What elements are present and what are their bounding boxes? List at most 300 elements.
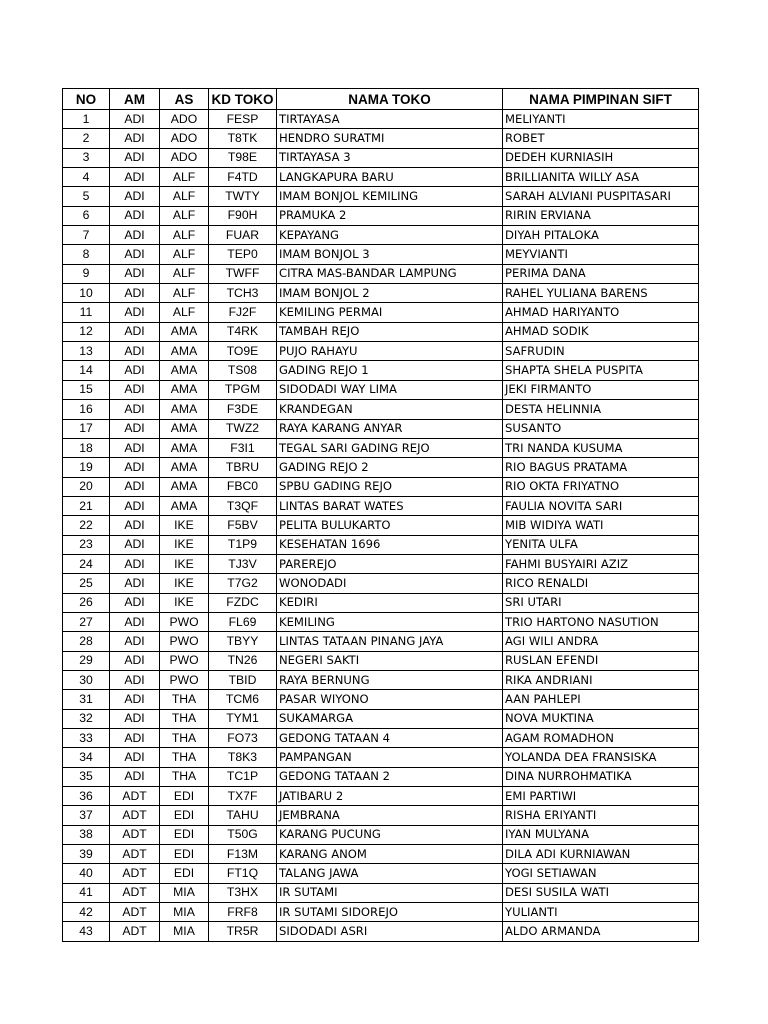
- cell-no[interactable]: 5: [63, 187, 110, 206]
- cell-nama-pimpinan[interactable]: DESTA HELINNIA: [503, 400, 699, 419]
- cell-nama-toko[interactable]: PAMPANGAN: [277, 748, 503, 767]
- cell-am[interactable]: ADT: [110, 787, 160, 806]
- cell-kd-toko[interactable]: F3I1: [209, 438, 277, 457]
- cell-no[interactable]: 41: [63, 883, 110, 902]
- cell-kd-toko[interactable]: TR5R: [209, 922, 277, 941]
- cell-as[interactable]: MIA: [160, 903, 209, 922]
- cell-nama-toko[interactable]: LINTAS TATAAN PINANG JAYA: [277, 632, 503, 651]
- cell-no[interactable]: 10: [63, 284, 110, 303]
- cell-kd-toko[interactable]: FBC0: [209, 477, 277, 496]
- cell-nama-toko[interactable]: TIRTAYASA: [277, 110, 503, 129]
- cell-am[interactable]: ADI: [110, 535, 160, 554]
- table-row: [63, 148, 699, 167]
- cell-no[interactable]: 35: [63, 767, 110, 786]
- cell-as[interactable]: AMA: [160, 438, 209, 457]
- cell-as[interactable]: IKE: [160, 593, 209, 612]
- cell-as[interactable]: THA: [160, 709, 209, 728]
- cell-nama-toko[interactable]: KESEHATAN 1696: [277, 535, 503, 554]
- table-row: [63, 748, 699, 767]
- cell-nama-pimpinan[interactable]: YULIANTI: [503, 903, 699, 922]
- cell-kd-toko[interactable]: F3DE: [209, 400, 277, 419]
- cell-as[interactable]: PWO: [160, 612, 209, 631]
- header-am[interactable]: AM: [110, 89, 160, 110]
- cell-no[interactable]: 26: [63, 593, 110, 612]
- cell-no[interactable]: 39: [63, 845, 110, 864]
- cell-nama-pimpinan[interactable]: FAHMI BUSYAIRI AZIZ: [503, 554, 699, 573]
- cell-no[interactable]: 16: [63, 400, 110, 419]
- cell-nama-pimpinan[interactable]: AHMAD HARIYANTO: [503, 303, 699, 322]
- cell-as[interactable]: AMA: [160, 458, 209, 477]
- cell-kd-toko[interactable]: T8TK: [209, 129, 277, 148]
- table-row: [63, 438, 699, 457]
- cell-no[interactable]: 37: [63, 806, 110, 825]
- table-row: [63, 612, 699, 631]
- table-body: [63, 110, 699, 942]
- cell-nama-toko[interactable]: KEDIRI: [277, 593, 503, 612]
- cell-no[interactable]: 28: [63, 632, 110, 651]
- cell-nama-pimpinan[interactable]: RUSLAN EFENDI: [503, 651, 699, 670]
- cell-nama-toko[interactable]: KEMILING: [277, 612, 503, 631]
- cell-nama-toko[interactable]: SPBU GADING REJO: [277, 477, 503, 496]
- header-no[interactable]: NO: [63, 89, 110, 110]
- cell-am[interactable]: ADI: [110, 767, 160, 786]
- cell-am[interactable]: ADI: [110, 264, 160, 283]
- cell-nama-pimpinan[interactable]: NOVA MUKTINA: [503, 709, 699, 728]
- cell-no[interactable]: 42: [63, 903, 110, 922]
- table-row: [63, 922, 699, 941]
- cell-no[interactable]: 30: [63, 670, 110, 689]
- cell-no[interactable]: 23: [63, 535, 110, 554]
- cell-nama-pimpinan[interactable]: MIB WIDIYA WATI: [503, 516, 699, 535]
- cell-kd-toko[interactable]: TWFF: [209, 264, 277, 283]
- cell-as[interactable]: IKE: [160, 554, 209, 573]
- cell-am[interactable]: ADI: [110, 419, 160, 438]
- table-row: [63, 825, 699, 844]
- cell-kd-toko[interactable]: F90H: [209, 206, 277, 225]
- cell-nama-toko[interactable]: IR SUTAMI SIDOREJO: [277, 903, 503, 922]
- cell-nama-pimpinan[interactable]: DIYAH PITALOKA: [503, 226, 699, 245]
- cell-nama-pimpinan[interactable]: TRI NANDA KUSUMA: [503, 438, 699, 457]
- cell-no[interactable]: 12: [63, 322, 110, 341]
- cell-as[interactable]: MIA: [160, 922, 209, 941]
- cell-kd-toko[interactable]: T3QF: [209, 496, 277, 515]
- table-row: [63, 554, 699, 573]
- cell-kd-toko[interactable]: TBYY: [209, 632, 277, 651]
- table-row: [63, 226, 699, 245]
- cell-as[interactable]: PWO: [160, 651, 209, 670]
- cell-no[interactable]: 20: [63, 477, 110, 496]
- cell-kd-toko[interactable]: TWZ2: [209, 419, 277, 438]
- cell-as[interactable]: THA: [160, 729, 209, 748]
- cell-nama-toko[interactable]: NEGERI SAKTI: [277, 651, 503, 670]
- cell-nama-pimpinan[interactable]: DESI SUSILA WATI: [503, 883, 699, 902]
- cell-nama-toko[interactable]: PELITA BULUKARTO: [277, 516, 503, 535]
- cell-nama-pimpinan[interactable]: YOLANDA DEA FRANSISKA: [503, 748, 699, 767]
- cell-nama-pimpinan[interactable]: YENITA ULFA: [503, 535, 699, 554]
- cell-nama-pimpinan[interactable]: SARAH ALVIANI PUSPITASARI: [503, 187, 699, 206]
- cell-nama-toko[interactable]: KEPAYANG: [277, 226, 503, 245]
- cell-as[interactable]: AMA: [160, 342, 209, 361]
- cell-as[interactable]: MIA: [160, 883, 209, 902]
- cell-kd-toko[interactable]: F5BV: [209, 516, 277, 535]
- cell-as[interactable]: ADO: [160, 129, 209, 148]
- table-row: [63, 245, 699, 264]
- cell-no[interactable]: 34: [63, 748, 110, 767]
- cell-kd-toko[interactable]: FZDC: [209, 593, 277, 612]
- cell-nama-toko[interactable]: TIRTAYASA 3: [277, 148, 503, 167]
- cell-am[interactable]: ADI: [110, 110, 160, 129]
- cell-no[interactable]: 31: [63, 690, 110, 709]
- cell-kd-toko[interactable]: T50G: [209, 825, 277, 844]
- cell-nama-toko[interactable]: WONODADI: [277, 574, 503, 593]
- cell-nama-pimpinan[interactable]: SAFRUDIN: [503, 342, 699, 361]
- cell-no[interactable]: 4: [63, 168, 110, 187]
- cell-no[interactable]: 32: [63, 709, 110, 728]
- cell-no[interactable]: 36: [63, 787, 110, 806]
- cell-no[interactable]: 38: [63, 825, 110, 844]
- cell-no[interactable]: 40: [63, 864, 110, 883]
- cell-am[interactable]: ADI: [110, 206, 160, 225]
- cell-nama-toko[interactable]: TAMBAH REJO: [277, 322, 503, 341]
- cell-nama-toko[interactable]: PASAR WIYONO: [277, 690, 503, 709]
- cell-nama-pimpinan[interactable]: AHMAD SODIK: [503, 322, 699, 341]
- cell-no[interactable]: 24: [63, 554, 110, 573]
- table-row: [63, 787, 699, 806]
- cell-nama-toko[interactable]: LINTAS BARAT WATES: [277, 496, 503, 515]
- table-row: [63, 400, 699, 419]
- cell-as[interactable]: AMA: [160, 419, 209, 438]
- cell-no[interactable]: 15: [63, 380, 110, 399]
- cell-no[interactable]: 19: [63, 458, 110, 477]
- header-nama-pimpinan-sift[interactable]: NAMA PIMPINAN SIFT: [503, 89, 699, 110]
- cell-kd-toko[interactable]: TO9E: [209, 342, 277, 361]
- cell-am[interactable]: ADI: [110, 670, 160, 689]
- cell-kd-toko[interactable]: TS08: [209, 361, 277, 380]
- cell-am[interactable]: ADI: [110, 129, 160, 148]
- cell-as[interactable]: EDI: [160, 806, 209, 825]
- cell-kd-toko[interactable]: TN26: [209, 651, 277, 670]
- cell-nama-pimpinan[interactable]: RICO RENALDI: [503, 574, 699, 593]
- header-row: [63, 89, 699, 110]
- cell-nama-pimpinan[interactable]: MELIYANTI: [503, 110, 699, 129]
- cell-kd-toko[interactable]: F13M: [209, 845, 277, 864]
- cell-nama-toko[interactable]: GADING REJO 2: [277, 458, 503, 477]
- cell-am[interactable]: ADI: [110, 709, 160, 728]
- cell-nama-pimpinan[interactable]: SUSANTO: [503, 419, 699, 438]
- cell-nama-toko[interactable]: TEGAL SARI GADING REJO: [277, 438, 503, 457]
- cell-nama-pimpinan[interactable]: MEYVIANTI: [503, 245, 699, 264]
- cell-am[interactable]: ADT: [110, 825, 160, 844]
- cell-as[interactable]: ADO: [160, 110, 209, 129]
- cell-as[interactable]: ALF: [160, 168, 209, 187]
- cell-nama-toko[interactable]: JATIBARU 2: [277, 787, 503, 806]
- table-row: [63, 168, 699, 187]
- cell-nama-pimpinan[interactable]: RISHA ERIYANTI: [503, 806, 699, 825]
- cell-nama-pimpinan[interactable]: DILA ADI KURNIAWAN: [503, 845, 699, 864]
- cell-am[interactable]: ADT: [110, 883, 160, 902]
- cell-am[interactable]: ADI: [110, 516, 160, 535]
- cell-nama-toko[interactable]: LANGKAPURA BARU: [277, 168, 503, 187]
- cell-am[interactable]: ADI: [110, 322, 160, 341]
- cell-am[interactable]: ADT: [110, 845, 160, 864]
- store-table: [62, 88, 699, 942]
- cell-nama-toko[interactable]: HENDRO SURATMI: [277, 129, 503, 148]
- cell-nama-pimpinan[interactable]: SRI UTARI: [503, 593, 699, 612]
- cell-no[interactable]: 8: [63, 245, 110, 264]
- table-row: [63, 496, 699, 515]
- cell-nama-pimpinan[interactable]: DEDEH KURNIASIH: [503, 148, 699, 167]
- table-row: [63, 806, 699, 825]
- cell-kd-toko[interactable]: TCH3: [209, 284, 277, 303]
- cell-nama-toko[interactable]: KRANDEGAN: [277, 400, 503, 419]
- cell-nama-toko[interactable]: IMAM BONJOL 2: [277, 284, 503, 303]
- table-row: [63, 129, 699, 148]
- cell-nama-pimpinan[interactable]: ROBET: [503, 129, 699, 148]
- cell-as[interactable]: ALF: [160, 187, 209, 206]
- cell-kd-toko[interactable]: TBRU: [209, 458, 277, 477]
- cell-kd-toko[interactable]: FT1Q: [209, 864, 277, 883]
- cell-am[interactable]: ADI: [110, 284, 160, 303]
- table-row: [63, 845, 699, 864]
- cell-nama-toko[interactable]: TALANG JAWA: [277, 864, 503, 883]
- cell-kd-toko[interactable]: T7G2: [209, 574, 277, 593]
- cell-kd-toko[interactable]: TWTY: [209, 187, 277, 206]
- table-row: [63, 303, 699, 322]
- cell-kd-toko[interactable]: FUAR: [209, 226, 277, 245]
- cell-nama-toko[interactable]: GEDONG TATAAN 4: [277, 729, 503, 748]
- cell-no[interactable]: 43: [63, 922, 110, 941]
- cell-kd-toko[interactable]: FRF8: [209, 903, 277, 922]
- table-row: [63, 632, 699, 651]
- cell-no[interactable]: 25: [63, 574, 110, 593]
- cell-nama-pimpinan[interactable]: JEKI FIRMANTO: [503, 380, 699, 399]
- cell-as[interactable]: ALF: [160, 284, 209, 303]
- cell-am[interactable]: ADT: [110, 922, 160, 941]
- cell-as[interactable]: EDI: [160, 787, 209, 806]
- cell-nama-toko[interactable]: PRAMUKA 2: [277, 206, 503, 225]
- cell-am[interactable]: ADI: [110, 574, 160, 593]
- cell-as[interactable]: ALF: [160, 206, 209, 225]
- cell-kd-toko[interactable]: T1P9: [209, 535, 277, 554]
- cell-no[interactable]: 9: [63, 264, 110, 283]
- cell-as[interactable]: ADO: [160, 148, 209, 167]
- cell-nama-toko[interactable]: SUKAMARGA: [277, 709, 503, 728]
- cell-kd-toko[interactable]: F4TD: [209, 168, 277, 187]
- cell-kd-toko[interactable]: T3HX: [209, 883, 277, 902]
- cell-am[interactable]: ADI: [110, 226, 160, 245]
- cell-no[interactable]: 27: [63, 612, 110, 631]
- cell-am[interactable]: ADI: [110, 593, 160, 612]
- cell-as[interactable]: THA: [160, 748, 209, 767]
- cell-nama-pimpinan[interactable]: SHAPTA SHELA PUSPITA: [503, 361, 699, 380]
- cell-nama-pimpinan[interactable]: RIRIN ERVIANA: [503, 206, 699, 225]
- cell-am[interactable]: ADI: [110, 303, 160, 322]
- table-row: [63, 903, 699, 922]
- cell-no[interactable]: 1: [63, 110, 110, 129]
- cell-kd-toko[interactable]: FO73: [209, 729, 277, 748]
- cell-am[interactable]: ADI: [110, 438, 160, 457]
- cell-nama-pimpinan[interactable]: RIKA ANDRIANI: [503, 670, 699, 689]
- cell-nama-toko[interactable]: SIDODADI WAY LIMA: [277, 380, 503, 399]
- cell-am[interactable]: ADT: [110, 864, 160, 883]
- spreadsheet-sheet: [62, 88, 699, 942]
- cell-as[interactable]: AMA: [160, 496, 209, 515]
- cell-kd-toko[interactable]: TAHU: [209, 806, 277, 825]
- cell-as[interactable]: AMA: [160, 380, 209, 399]
- cell-as[interactable]: AMA: [160, 477, 209, 496]
- cell-nama-pimpinan[interactable]: AAN PAHLEPI: [503, 690, 699, 709]
- cell-nama-toko[interactable]: PAREREJO: [277, 554, 503, 573]
- cell-nama-pimpinan[interactable]: RAHEL YULIANA BARENS: [503, 284, 699, 303]
- cell-kd-toko[interactable]: TBID: [209, 670, 277, 689]
- table-row: [63, 458, 699, 477]
- cell-nama-toko[interactable]: KARANG ANOM: [277, 845, 503, 864]
- table-row: [63, 322, 699, 341]
- cell-am[interactable]: ADI: [110, 187, 160, 206]
- cell-no[interactable]: 18: [63, 438, 110, 457]
- cell-am[interactable]: ADI: [110, 690, 160, 709]
- cell-nama-toko[interactable]: SIDODADI ASRI: [277, 922, 503, 941]
- cell-nama-pimpinan[interactable]: AGI WILI ANDRA: [503, 632, 699, 651]
- cell-no[interactable]: 29: [63, 651, 110, 670]
- cell-nama-toko[interactable]: IR SUTAMI: [277, 883, 503, 902]
- cell-nama-pimpinan[interactable]: PERIMA DANA: [503, 264, 699, 283]
- cell-no[interactable]: 13: [63, 342, 110, 361]
- table-row: [63, 361, 699, 380]
- cell-no[interactable]: 33: [63, 729, 110, 748]
- cell-no[interactable]: 14: [63, 361, 110, 380]
- cell-nama-pimpinan[interactable]: BRILLIANITA WILLY ASA: [503, 168, 699, 187]
- cell-am[interactable]: ADI: [110, 342, 160, 361]
- cell-as[interactable]: THA: [160, 767, 209, 786]
- cell-as[interactable]: IKE: [160, 516, 209, 535]
- cell-as[interactable]: IKE: [160, 574, 209, 593]
- header-kd-toko[interactable]: KD TOKO: [209, 89, 277, 110]
- cell-no[interactable]: 2: [63, 129, 110, 148]
- cell-nama-toko[interactable]: RAYA BERNUNG: [277, 670, 503, 689]
- table-row: [63, 883, 699, 902]
- cell-kd-toko[interactable]: TEP0: [209, 245, 277, 264]
- cell-no[interactable]: 3: [63, 148, 110, 167]
- cell-kd-toko[interactable]: T8K3: [209, 748, 277, 767]
- cell-am[interactable]: ADI: [110, 245, 160, 264]
- cell-am[interactable]: ADT: [110, 806, 160, 825]
- cell-am[interactable]: ADI: [110, 496, 160, 515]
- cell-am[interactable]: ADI: [110, 380, 160, 399]
- cell-am[interactable]: ADI: [110, 651, 160, 670]
- cell-no[interactable]: 17: [63, 419, 110, 438]
- cell-nama-toko[interactable]: IMAM BONJOL KEMILING: [277, 187, 503, 206]
- cell-am[interactable]: ADI: [110, 477, 160, 496]
- cell-as[interactable]: THA: [160, 690, 209, 709]
- table-row: [63, 110, 699, 129]
- table-row: [63, 206, 699, 225]
- cell-no[interactable]: 6: [63, 206, 110, 225]
- cell-as[interactable]: AMA: [160, 322, 209, 341]
- cell-nama-pimpinan[interactable]: AGAM ROMADHON: [503, 729, 699, 748]
- cell-nama-pimpinan[interactable]: DINA NURROHMATIKA: [503, 767, 699, 786]
- table-row: [63, 651, 699, 670]
- cell-as[interactable]: EDI: [160, 825, 209, 844]
- cell-kd-toko[interactable]: FJ2F: [209, 303, 277, 322]
- cell-as[interactable]: EDI: [160, 845, 209, 864]
- cell-kd-toko[interactable]: FL69: [209, 612, 277, 631]
- cell-as[interactable]: PWO: [160, 632, 209, 651]
- cell-am[interactable]: ADI: [110, 632, 160, 651]
- cell-am[interactable]: ADI: [110, 748, 160, 767]
- cell-no[interactable]: 11: [63, 303, 110, 322]
- table-row: [63, 187, 699, 206]
- cell-am[interactable]: ADI: [110, 400, 160, 419]
- cell-nama-toko[interactable]: GADING REJO 1: [277, 361, 503, 380]
- cell-kd-toko[interactable]: T98E: [209, 148, 277, 167]
- cell-as[interactable]: ALF: [160, 226, 209, 245]
- cell-no[interactable]: 22: [63, 516, 110, 535]
- cell-as[interactable]: AMA: [160, 361, 209, 380]
- table-row: [63, 670, 699, 689]
- cell-no[interactable]: 21: [63, 496, 110, 515]
- cell-kd-toko[interactable]: TCM6: [209, 690, 277, 709]
- cell-kd-toko[interactable]: TX7F: [209, 787, 277, 806]
- cell-nama-toko[interactable]: PUJO RAHAYU: [277, 342, 503, 361]
- cell-nama-toko[interactable]: IMAM BONJOL 3: [277, 245, 503, 264]
- cell-nama-pimpinan[interactable]: YOGI SETIAWAN: [503, 864, 699, 883]
- table-row: [63, 574, 699, 593]
- cell-as[interactable]: PWO: [160, 670, 209, 689]
- cell-as[interactable]: AMA: [160, 400, 209, 419]
- cell-nama-toko[interactable]: CITRA MAS-BANDAR LAMPUNG: [277, 264, 503, 283]
- cell-nama-pimpinan[interactable]: RIO OKTA FRIYATNO: [503, 477, 699, 496]
- cell-nama-toko[interactable]: RAYA KARANG ANYAR: [277, 419, 503, 438]
- cell-am[interactable]: ADI: [110, 612, 160, 631]
- cell-as[interactable]: EDI: [160, 864, 209, 883]
- cell-kd-toko[interactable]: TC1P: [209, 767, 277, 786]
- cell-kd-toko[interactable]: TJ3V: [209, 554, 277, 573]
- cell-nama-pimpinan[interactable]: IYAN MULYANA: [503, 825, 699, 844]
- cell-nama-toko[interactable]: KARANG PUCUNG: [277, 825, 503, 844]
- cell-kd-toko[interactable]: TPGM: [209, 380, 277, 399]
- cell-no[interactable]: 7: [63, 226, 110, 245]
- cell-nama-toko[interactable]: GEDONG TATAAN 2: [277, 767, 503, 786]
- header-nama-toko[interactable]: NAMA TOKO: [277, 89, 503, 110]
- cell-nama-toko[interactable]: JEMBRANA: [277, 806, 503, 825]
- cell-nama-pimpinan[interactable]: FAULIA NOVITA SARI: [503, 496, 699, 515]
- cell-am[interactable]: ADI: [110, 361, 160, 380]
- cell-nama-pimpinan[interactable]: EMI PARTIWI: [503, 787, 699, 806]
- cell-nama-pimpinan[interactable]: ALDO ARMANDA: [503, 922, 699, 941]
- cell-as[interactable]: ALF: [160, 264, 209, 283]
- table-row: [63, 593, 699, 612]
- cell-kd-toko[interactable]: FESP: [209, 110, 277, 129]
- table-row: [63, 284, 699, 303]
- cell-kd-toko[interactable]: T4RK: [209, 322, 277, 341]
- cell-as[interactable]: IKE: [160, 535, 209, 554]
- cell-am[interactable]: ADT: [110, 903, 160, 922]
- cell-as[interactable]: ALF: [160, 245, 209, 264]
- cell-am[interactable]: ADI: [110, 554, 160, 573]
- cell-nama-pimpinan[interactable]: RIO BAGUS PRATAMA: [503, 458, 699, 477]
- cell-am[interactable]: ADI: [110, 458, 160, 477]
- cell-am[interactable]: ADI: [110, 168, 160, 187]
- cell-as[interactable]: ALF: [160, 303, 209, 322]
- cell-am[interactable]: ADI: [110, 148, 160, 167]
- table-row: [63, 380, 699, 399]
- cell-nama-pimpinan[interactable]: TRIO HARTONO NASUTION: [503, 612, 699, 631]
- header-as[interactable]: AS: [160, 89, 209, 110]
- cell-kd-toko[interactable]: TYM1: [209, 709, 277, 728]
- cell-am[interactable]: ADI: [110, 729, 160, 748]
- cell-nama-toko[interactable]: KEMILING PERMAI: [277, 303, 503, 322]
